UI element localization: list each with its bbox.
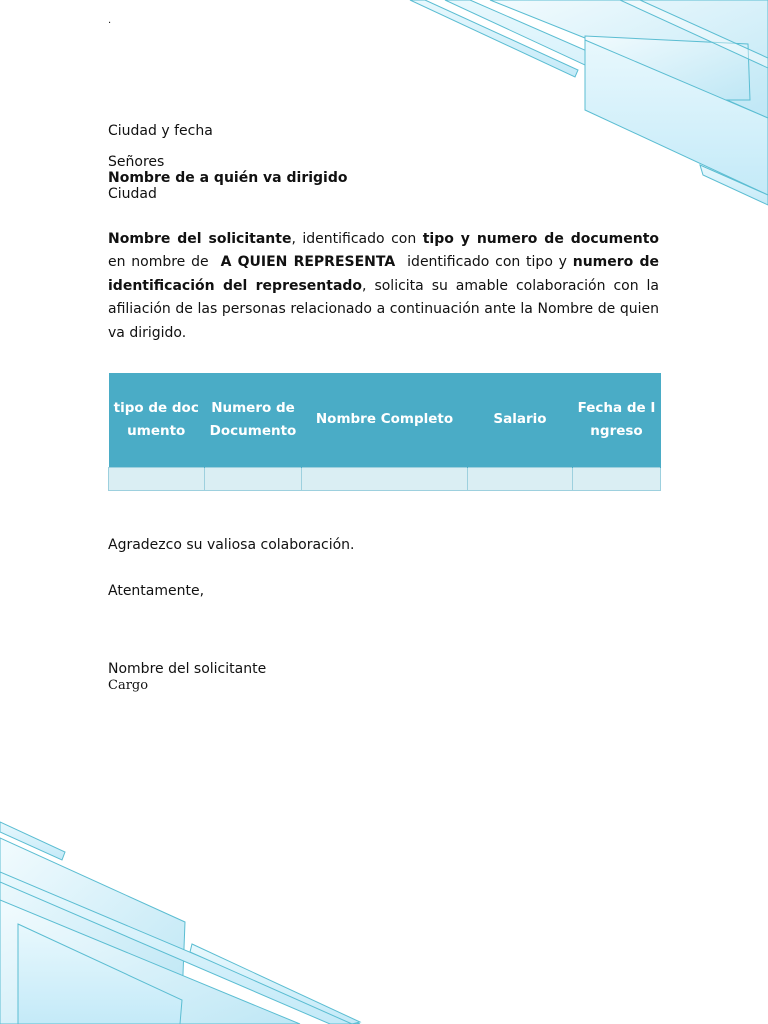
body-paragraph xyxy=(108,228,659,345)
salutation: Señores xyxy=(108,154,165,170)
header-full-name: Nombre Completo xyxy=(302,373,468,468)
closing-line: Atentamente, xyxy=(108,583,205,599)
affiliation-table xyxy=(108,373,661,491)
represented-id: numero de identificación del representado xyxy=(108,254,659,294)
applicant-name: Nombre del solicitante xyxy=(108,231,292,247)
signer-name: Nombre del solicitante xyxy=(108,661,267,677)
cell-start-date[interactable] xyxy=(573,468,661,491)
city-date: Ciudad y fecha xyxy=(108,123,213,139)
table-header-row xyxy=(109,373,661,468)
cell-doc-type[interactable] xyxy=(109,468,205,491)
header-salary: Salario xyxy=(468,373,573,468)
body-text-4: , solicita su amable colaboración con la afiliación de las personas relacionado a continuación ante la Nombre de quien va dirigido. xyxy=(108,277,659,341)
body-text-3: identificado con tipo y xyxy=(401,254,573,271)
header-doc-number: Numero de Documento xyxy=(205,373,302,468)
body-text-1: , identificado con xyxy=(291,231,423,247)
cell-salary[interactable] xyxy=(468,468,573,491)
doc-type-number: tipo y numero de documento xyxy=(422,231,660,247)
body-text-2: en nombre de xyxy=(108,254,215,271)
cell-full-name[interactable] xyxy=(302,468,468,491)
addressee-block xyxy=(108,154,347,202)
thanks-line: Agradezco su valiosa colaboración. xyxy=(108,537,355,553)
cell-doc-number[interactable] xyxy=(205,468,302,491)
header-start-date: Fecha de Ingreso xyxy=(573,373,661,468)
header-dot: . xyxy=(108,15,112,26)
header-doc-type: tipo de documento xyxy=(109,373,205,468)
recipient-name: Nombre de a quién va dirigido xyxy=(108,170,348,186)
recipient-city: Ciudad xyxy=(108,186,157,202)
table-row xyxy=(109,468,661,491)
signer-role: Cargo xyxy=(108,678,149,693)
represented-party: A QUIEN REPRESENTA xyxy=(214,254,402,271)
